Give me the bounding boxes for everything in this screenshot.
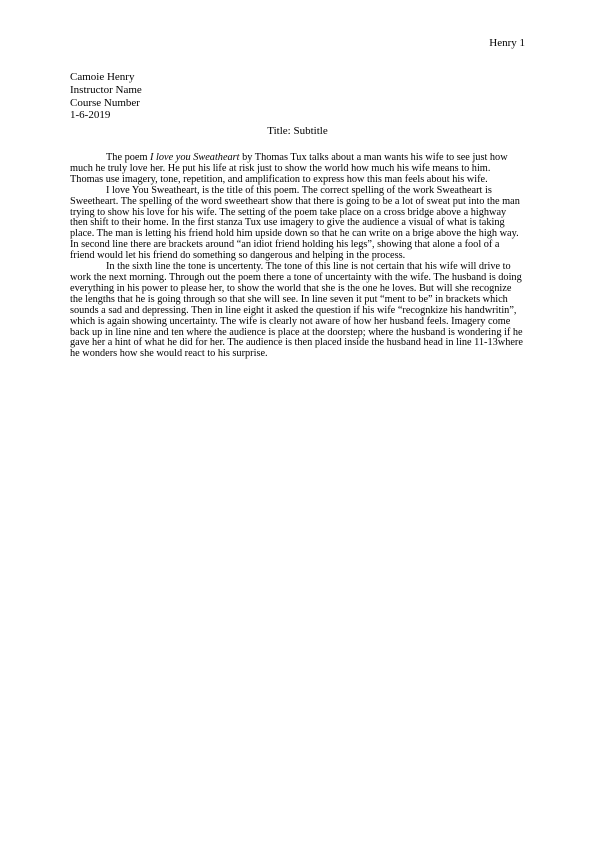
paragraph-2: I love You Sweatheart, is the title of this poem. The correct spelling of the work Sweatheart is Sweetheart. The spelling of the word sweetheart show that there is going to be a lot of sweat put into the man trying to show his love for his wife. The setting of the poem take place on a cross bridge above a highway then shift to their home. In the first stanza Tux use imagery to give the audience a visual of what is taking place. The man is letting his friend hold him upside down so that he can write on a brige above the high way. In second line there are brackets around “an idiot friend holding his legs”, showing that alone a fool of a friend would let his friend do something so dangerous and helping in the process. <box>70 184 520 262</box>
essay-body <box>70 153 525 360</box>
mla-heading <box>70 71 142 122</box>
student-name: Camoie Henry <box>70 71 135 83</box>
running-head: Henry 1 <box>489 37 525 49</box>
paragraph-3: In the sixth line the tone is uncertenty. The tone of this line is not certain that his wife will drive to work the next morning. Through out the poem there a tone of uncertainty with the wife. The husband is doing everything in his power to please her, to show the world that she is the one he loves. But will she recognize the lengths that he is going through so that she will see. In line seven it put “ment to be” in brackets which sounds a sad and depressing. Then in line eight it asked the question if his wife “recognkize his handwritin”, which is again showing uncertainty. The wife is clearly not aware of how her husband feels. Imagery come back up in line nine and ten where the audience is place at the doorstep; where the husband is wondering if he gave her a hint of what he did for her. The audience is then placed inside the husband head in line 11-13where he wonders how she would react to his surprise. <box>70 261 523 360</box>
paragraph-1-text-end: by Thomas Tux talks about a man wants his wife to see just how much he truly love her. He put his life at risk just to show the world how much his wife means to him. Thomas use imagery, tone, repetition, and amplification to express how this man feels about his wife. <box>70 152 508 185</box>
paragraph-1-text-start: The poem <box>106 152 151 163</box>
essay-title: Title: Subtitle <box>267 125 328 137</box>
date: 1-6-2019 <box>70 109 111 122</box>
paragraph-1 <box>70 153 525 186</box>
course-number: Course Number <box>70 96 140 109</box>
instructor-name: Instructor Name <box>70 83 142 96</box>
poem-title-italic: I love you Sweatheart <box>150 152 240 163</box>
